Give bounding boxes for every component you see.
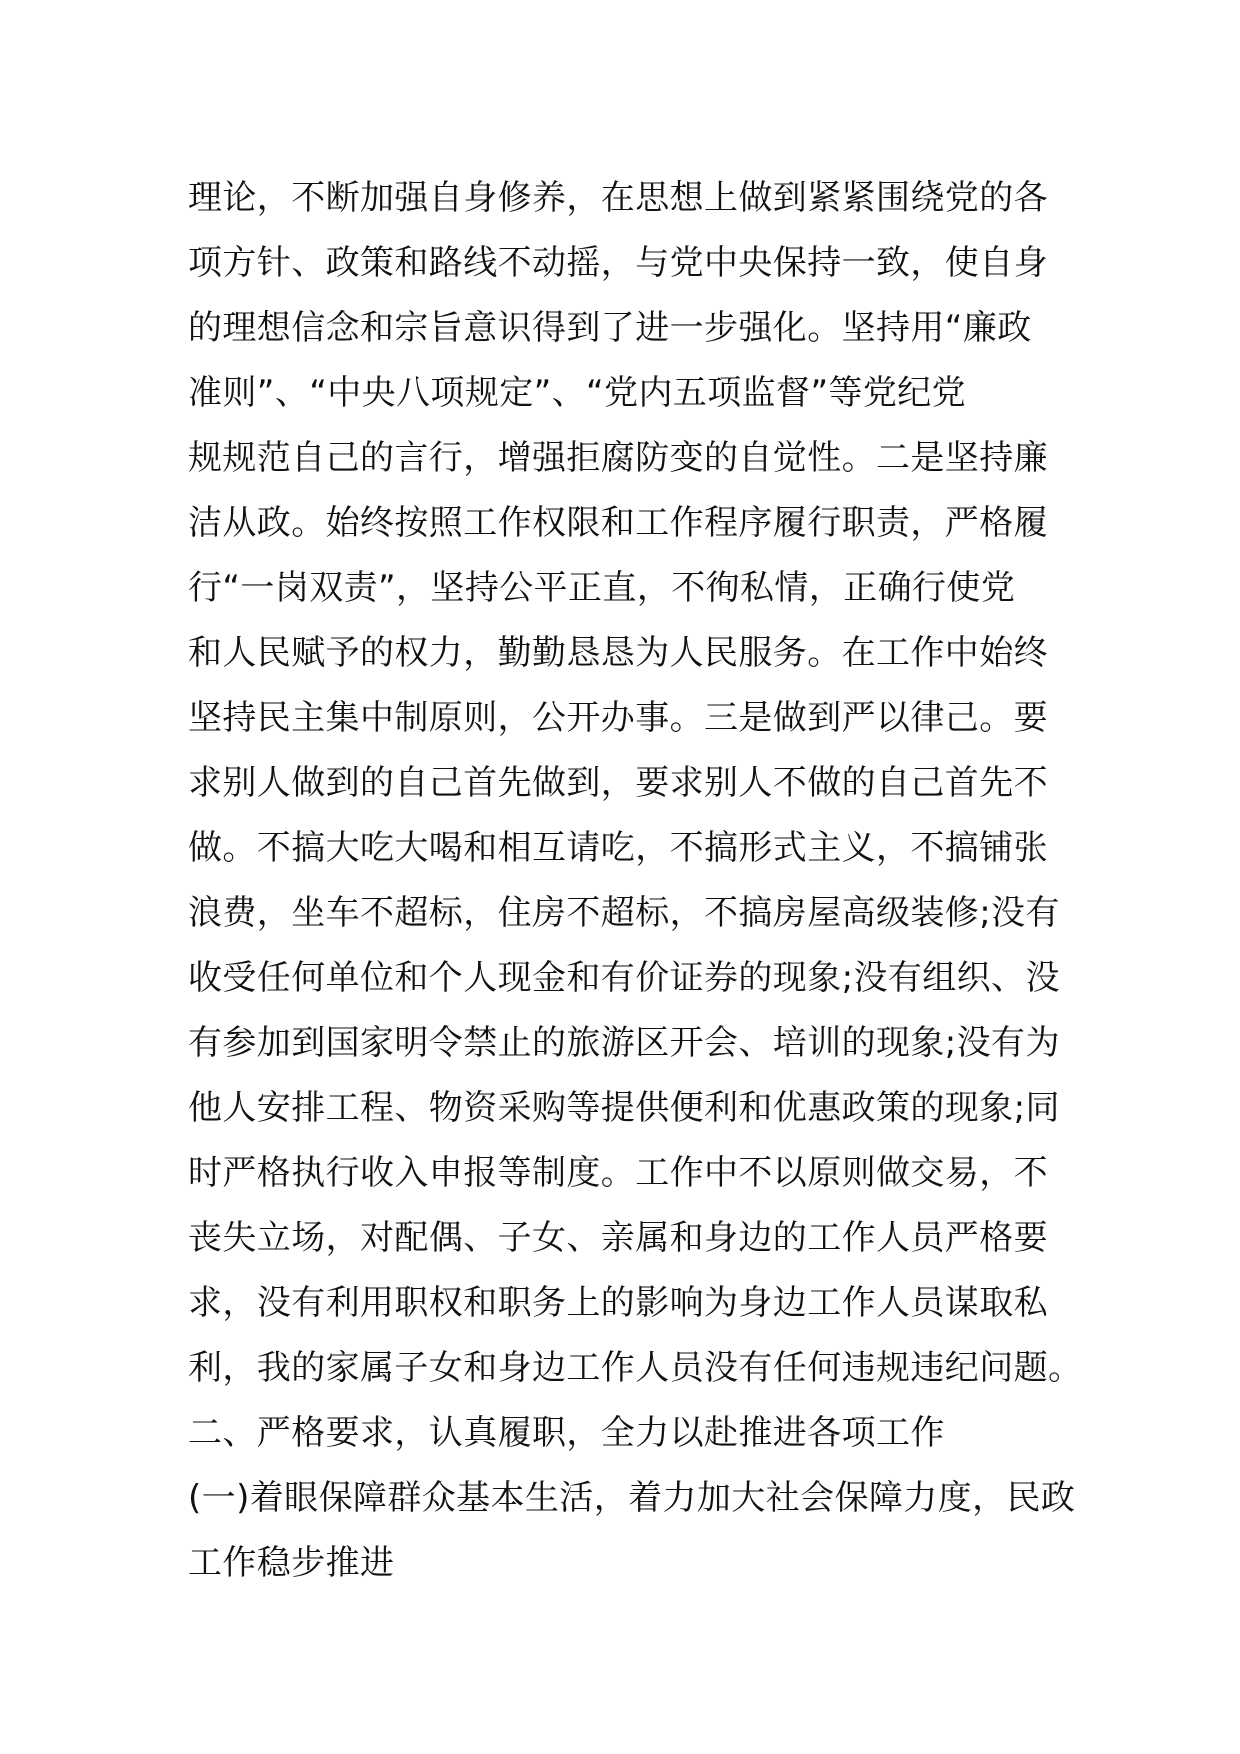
subsection-heading-continued: 工作稳步推进	[188, 1543, 395, 1583]
text-line: 时严格执行收入申报等制度。工作中不以原则做交易，不	[188, 1153, 1048, 1193]
text-line: 洁从政。始终按照工作权限和工作程序履行职责，严格履	[188, 503, 1048, 543]
text-line: 规规范自己的言行，增强拒腐防变的自觉性。二是坚持廉	[188, 438, 1048, 478]
text-line: 坚持民主集中制原则，公开办事。三是做到严以律己。要	[188, 698, 1048, 738]
text-line: 求，没有利用职权和职务上的影响为身边工作人员谋取私	[188, 1283, 1048, 1323]
text-line: 准则”、“中央八项规定”、“党内五项监督”等党纪党	[188, 373, 967, 413]
text-line: 和人民赋予的权力，勤勤恳恳为人民服务。在工作中始终	[188, 633, 1048, 673]
text-line: 做。不搞大吃大喝和相互请吃，不搞形式主义，不搞铺张	[188, 828, 1048, 868]
text-line: 收受任何单位和个人现金和有价证券的现象;没有组织、没	[188, 958, 1060, 998]
section-heading: 二、严格要求，认真履职，全力以赴推进各项工作	[188, 1413, 945, 1453]
text-line: 项方针、政策和路线不动摇，与党中央保持一致，使自身	[188, 243, 1048, 283]
subsection-heading: (一)着眼保障群众基本生活，着力加大社会保障力度，民政	[188, 1478, 1076, 1518]
body-text	[188, 166, 1083, 1596]
text-line: 的理想信念和宗旨意识得到了进一步强化。坚持用“廉政	[188, 308, 1032, 348]
text-line: 有参加到国家明令禁止的旅游区开会、培训的现象;没有为	[188, 1023, 1060, 1063]
text-line: 他人安排工程、物资采购等提供便利和优惠政策的现象;同	[188, 1088, 1060, 1128]
text-line: 浪费，坐车不超标，住房不超标，不搞房屋高级装修;没有	[188, 893, 1060, 933]
text-line: 求别人做到的自己首先做到，要求别人不做的自己首先不	[188, 763, 1048, 803]
text-line: 理论，不断加强自身修养，在思想上做到紧紧围绕党的各	[188, 178, 1048, 218]
text-line: 丧失立场，对配偶、子女、亲属和身边的工作人员严格要	[188, 1218, 1048, 1258]
text-line: 利，我的家属子女和身边工作人员没有任何违规违纪问题。	[188, 1348, 1083, 1388]
text-line: 行“一岗双责”，坚持公平正直，不徇私情，正确行使党	[188, 568, 1016, 608]
